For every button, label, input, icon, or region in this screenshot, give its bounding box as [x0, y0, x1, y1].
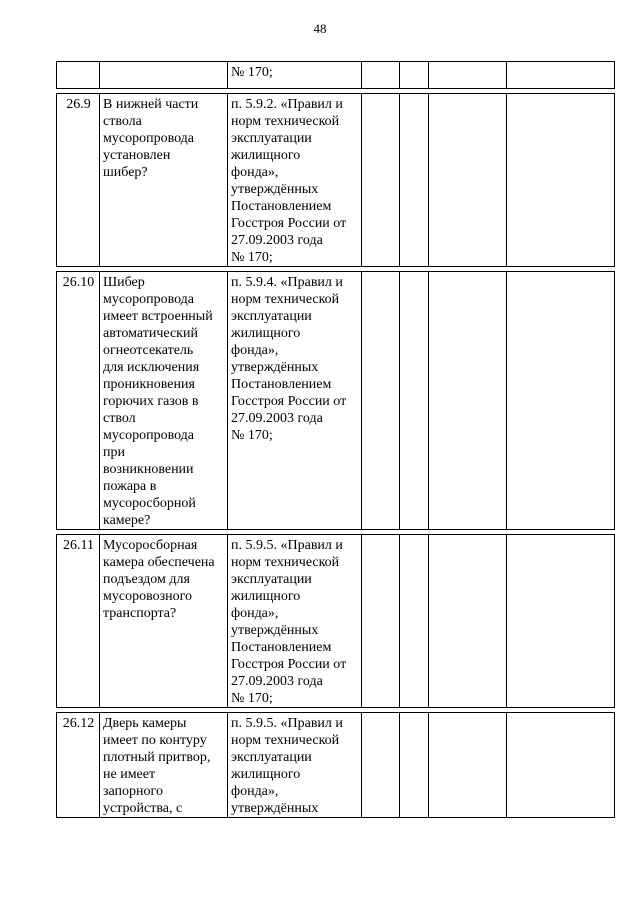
not-applicable-cell[interactable]	[429, 62, 507, 89]
question-line: горючих газов в	[103, 394, 199, 409]
question-line: мусоропровода	[103, 428, 195, 443]
reference-line: Постановлением	[231, 199, 332, 214]
remarks-cell[interactable]	[507, 713, 615, 818]
question-line: при	[103, 445, 125, 460]
page-number: 48	[313, 21, 327, 36]
table-row	[57, 62, 615, 89]
question-line: пожара в	[103, 479, 157, 494]
reference-line: эксплуатации	[231, 572, 312, 587]
table-row	[57, 713, 615, 818]
question-line: мусоровозного	[103, 589, 193, 604]
reference-line: № 170;	[231, 250, 273, 265]
item-number: 26.9	[57, 94, 100, 267]
question-line: Шибер	[103, 275, 145, 290]
reference-line: жилищного	[231, 589, 301, 604]
reference-line: эксплуатации	[231, 750, 312, 765]
reference-line: п. 5.9.2. «Правил и	[231, 97, 343, 112]
question-line: Мусоросборная	[103, 538, 198, 553]
not-applicable-cell[interactable]	[429, 713, 507, 818]
reference-line: фонда»,	[231, 784, 279, 799]
answer-no-cell[interactable]	[400, 272, 429, 530]
reference-line: эксплуатации	[231, 309, 312, 324]
answer-no-cell[interactable]	[400, 535, 429, 708]
question-line: возникновении	[103, 462, 194, 477]
reference-line: норм технической	[231, 555, 340, 570]
reference-line: норм технической	[231, 292, 340, 307]
checklist-table	[56, 61, 615, 818]
reference-line: фонда»,	[231, 606, 279, 621]
question-line: камере?	[103, 513, 151, 528]
reference-line: фонда»,	[231, 165, 279, 180]
answer-yes-cell[interactable]	[362, 62, 400, 89]
reference-line: Госстроя России от	[231, 657, 347, 672]
reference-line: № 170;	[231, 428, 273, 443]
reference-line: п. 5.9.5. «Правил и	[231, 716, 343, 731]
question-line: подъездом для	[103, 572, 190, 587]
reference-line: утверждённых	[231, 623, 319, 638]
answer-yes-cell[interactable]	[362, 272, 400, 530]
table-row	[57, 272, 615, 530]
question-line: мусоропровода	[103, 292, 195, 307]
not-applicable-cell[interactable]	[429, 272, 507, 530]
question-cell	[100, 272, 228, 530]
reference-line: жилищного	[231, 326, 301, 341]
reference-line: № 170;	[231, 65, 273, 80]
reference-line: утверждённых	[231, 360, 319, 375]
item-number: 26.10	[57, 272, 100, 530]
question-line: имеет встроенный	[103, 309, 213, 324]
reference-line: Постановлением	[231, 640, 332, 655]
question-line: камера обеспечена	[103, 555, 215, 570]
item-number: 26.12	[57, 713, 100, 818]
remarks-cell[interactable]	[507, 272, 615, 530]
reference-line: 27.09.2003 года	[231, 233, 323, 248]
question-line: мусоросборной	[103, 496, 196, 511]
question-line: имеет по контуру	[103, 733, 207, 748]
question-cell	[100, 713, 228, 818]
not-applicable-cell[interactable]	[429, 94, 507, 267]
question-line: ствола	[103, 114, 142, 129]
item-number: 26.11	[57, 535, 100, 708]
answer-yes-cell[interactable]	[362, 94, 400, 267]
answer-no-cell[interactable]	[400, 713, 429, 818]
reference-line: п. 5.9.5. «Правил и	[231, 538, 343, 553]
remarks-cell[interactable]	[507, 94, 615, 267]
reference-line: утверждённых	[231, 801, 319, 816]
reference-line: Госстроя России от	[231, 216, 347, 231]
reference-cell	[228, 94, 362, 267]
question-line: плотный притвор,	[103, 750, 211, 765]
table-row	[57, 535, 615, 708]
reference-line: норм технической	[231, 114, 340, 129]
question-cell	[100, 94, 228, 267]
question-line: мусоропровода	[103, 131, 195, 146]
reference-line: жилищного	[231, 767, 301, 782]
question-line: запорного	[103, 784, 163, 799]
reference-line: жилищного	[231, 148, 301, 163]
remarks-cell[interactable]	[507, 535, 615, 708]
question-line: шибер?	[103, 165, 148, 180]
question-line: огнеотсекатель	[103, 343, 194, 358]
question-line: не имеет	[103, 767, 156, 782]
question-line: проникновения	[103, 377, 195, 392]
table-row	[57, 94, 615, 267]
reference-line: п. 5.9.4. «Правил и	[231, 275, 343, 290]
question-line: устройства, с	[103, 801, 183, 816]
answer-yes-cell[interactable]	[362, 535, 400, 708]
reference-line: 27.09.2003 года	[231, 411, 323, 426]
reference-line: эксплуатации	[231, 131, 312, 146]
reference-line: Госстроя России от	[231, 394, 347, 409]
reference-line: фонда»,	[231, 343, 279, 358]
reference-line: Постановлением	[231, 377, 332, 392]
question-line: установлен	[103, 148, 171, 163]
question-line: Дверь камеры	[103, 716, 187, 731]
question-line: ствол	[103, 411, 136, 426]
remarks-cell[interactable]	[507, 62, 615, 89]
reference-cell	[228, 272, 362, 530]
reference-cell	[228, 62, 362, 89]
question-line: для исключения	[103, 360, 200, 375]
reference-cell	[228, 535, 362, 708]
answer-yes-cell[interactable]	[362, 713, 400, 818]
not-applicable-cell[interactable]	[429, 535, 507, 708]
reference-cell	[228, 713, 362, 818]
answer-no-cell[interactable]	[400, 62, 429, 89]
reference-line: 27.09.2003 года	[231, 674, 323, 689]
question-line: В нижней части	[103, 97, 199, 112]
question-line: транспорта?	[103, 606, 177, 621]
reference-line: утверждённых	[231, 182, 319, 197]
answer-no-cell[interactable]	[400, 94, 429, 267]
reference-line: норм технической	[231, 733, 340, 748]
item-number	[57, 62, 100, 89]
question-cell	[100, 535, 228, 708]
reference-line: № 170;	[231, 691, 273, 706]
question-line: автоматический	[103, 326, 198, 341]
question-cell	[100, 62, 228, 89]
